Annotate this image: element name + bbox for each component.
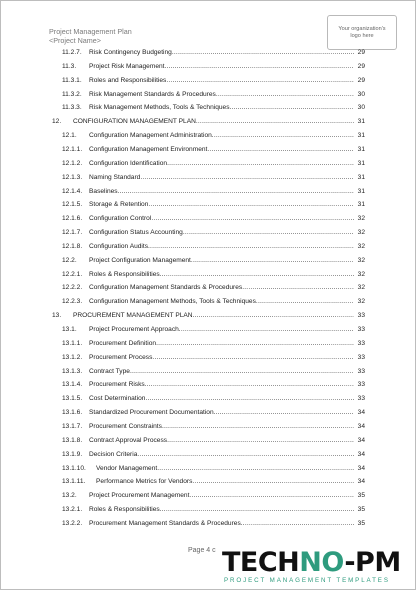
toc-entry-title-leader bbox=[89, 451, 354, 458]
toc-entry-page: 32 bbox=[357, 284, 365, 292]
toc-entry-page: 32 bbox=[357, 229, 365, 237]
toc-entry[interactable] bbox=[0, 49, 416, 61]
toc-entry[interactable] bbox=[0, 229, 416, 241]
toc-entry-title-leader bbox=[89, 409, 354, 416]
toc-entry-page: 35 bbox=[357, 519, 365, 527]
toc-entry-number: 12.1.7. bbox=[62, 229, 83, 237]
toc-entry-title: Contract Approval Process bbox=[89, 436, 168, 444]
toc-entry-title: Configuration Management Environment bbox=[89, 145, 208, 153]
toc-entry-number: 12.1.8. bbox=[62, 242, 83, 250]
toc-entry[interactable] bbox=[0, 395, 416, 407]
toc-entry-number: 13.1.6. bbox=[62, 409, 83, 417]
toc-dot-leader bbox=[193, 312, 354, 319]
toc-entry-number: 13.1.1. bbox=[62, 339, 83, 347]
toc-entry-title: Project Configuration Management bbox=[89, 256, 191, 264]
toc-entry-title: Configuration Management Administration bbox=[89, 132, 212, 140]
toc-entry-title: Procurement Risks bbox=[89, 381, 145, 389]
toc-dot-leader bbox=[207, 146, 354, 153]
toc-dot-leader bbox=[241, 520, 354, 527]
toc-entry[interactable] bbox=[0, 506, 416, 518]
toc-entry-page: 30 bbox=[357, 90, 365, 98]
toc-entry-title: Project Procurement Approach bbox=[89, 326, 179, 333]
toc-entry[interactable] bbox=[0, 118, 416, 130]
toc-entry[interactable] bbox=[0, 91, 416, 103]
toc-entry-title-leader bbox=[89, 271, 354, 278]
toc-entry-title: Roles & Responsibilities bbox=[89, 506, 160, 514]
toc-dot-leader bbox=[212, 132, 354, 139]
toc-entry-title: Roles & Responsibilities bbox=[89, 270, 160, 278]
toc-entry-number: 13.2.2. bbox=[62, 519, 83, 527]
toc-entry-page: 32 bbox=[357, 215, 365, 223]
toc-dot-leader bbox=[230, 104, 355, 111]
toc-entry[interactable] bbox=[0, 271, 416, 283]
toc-dot-leader bbox=[118, 188, 354, 195]
toc-entry-number: 13. bbox=[52, 312, 62, 320]
toc-entry[interactable] bbox=[0, 63, 416, 75]
toc-entry-title-leader bbox=[89, 423, 354, 430]
toc-entry-title-leader bbox=[89, 437, 354, 444]
toc-entry-number: 12.2.2. bbox=[62, 284, 83, 292]
toc-entry-page: 34 bbox=[357, 422, 365, 430]
toc-entry-number: 13.1.3. bbox=[62, 367, 83, 375]
toc-entry[interactable] bbox=[0, 298, 416, 310]
toc-dot-leader bbox=[160, 271, 354, 278]
toc-entry-title-leader bbox=[89, 77, 354, 84]
toc-entry-number: 12.1.1. bbox=[62, 145, 83, 153]
toc-dot-leader bbox=[192, 478, 354, 485]
toc-entry-page: 32 bbox=[357, 270, 365, 278]
toc-entry-title-leader bbox=[89, 340, 354, 347]
toc-dot-leader bbox=[152, 354, 354, 361]
toc-dot-leader bbox=[167, 160, 354, 167]
toc-entry-page: 33 bbox=[357, 312, 365, 320]
toc-entry-title-leader bbox=[89, 326, 354, 333]
toc-entry-title: Contract Type bbox=[89, 367, 130, 375]
toc-dot-leader bbox=[140, 174, 354, 181]
toc-entry[interactable] bbox=[0, 409, 416, 421]
toc-entry-number: 12.1.6. bbox=[62, 215, 83, 223]
toc-entry-title: Configuration Management Methods, Tools & Techniques bbox=[89, 298, 256, 306]
toc-entry-title: Configuration Identification bbox=[89, 159, 168, 167]
toc-entry-page: 34 bbox=[357, 436, 365, 444]
toc-entry[interactable] bbox=[0, 146, 416, 158]
toc-dot-leader bbox=[196, 118, 354, 125]
toc-entry[interactable] bbox=[0, 104, 416, 116]
toc-dot-leader bbox=[179, 326, 354, 333]
toc-entry[interactable] bbox=[0, 257, 416, 269]
toc-entry-page: 33 bbox=[357, 381, 365, 389]
toc-entry-number: 12. bbox=[52, 118, 62, 126]
toc-entry-title-leader bbox=[89, 506, 354, 513]
toc-entry-title: CONFIGURATION MANAGEMENT PLAN bbox=[73, 118, 196, 126]
toc-entry-number: 12.1.4. bbox=[62, 187, 83, 195]
toc-entry-page: 32 bbox=[357, 256, 365, 264]
toc-entry-page: 31 bbox=[357, 187, 365, 195]
toc-entry-number: 12.1.3. bbox=[62, 173, 83, 181]
header-project-name: <Project Name> bbox=[49, 36, 101, 45]
toc-dot-leader bbox=[191, 257, 354, 264]
toc-entry-title-leader bbox=[89, 284, 354, 291]
toc-entry-number: 13.1.11. bbox=[62, 478, 86, 486]
toc-entry-title-leader bbox=[89, 381, 354, 388]
toc-entry-number: 13.1.8. bbox=[62, 436, 83, 444]
toc-entry-number: 12.2. bbox=[62, 256, 77, 264]
toc-dot-leader bbox=[148, 201, 354, 208]
toc-dot-leader bbox=[242, 284, 354, 291]
toc-entry-number: 13.1.4. bbox=[62, 381, 83, 389]
toc-entry-number: 11.3.2. bbox=[62, 90, 82, 98]
toc-entry-title-leader bbox=[89, 215, 354, 222]
toc-entry-page: 31 bbox=[357, 159, 365, 167]
toc-entry-page: 34 bbox=[357, 478, 365, 486]
toc-entry-title: Project Procurement Management bbox=[89, 492, 190, 500]
toc-entry[interactable] bbox=[0, 132, 416, 144]
toc-entry-title-leader bbox=[89, 520, 354, 527]
toc-entry-title-leader bbox=[96, 465, 354, 472]
toc-dot-leader bbox=[214, 409, 354, 416]
toc-entry[interactable] bbox=[0, 465, 416, 477]
logo-placeholder-text: Your organization's logo here bbox=[338, 25, 386, 39]
toc-entry-title: PROCUREMENT MANAGEMENT PLAN bbox=[73, 312, 193, 320]
toc-entry[interactable] bbox=[0, 215, 416, 227]
toc-entry-title: Decision Criteria bbox=[89, 450, 138, 458]
toc-entry-title: Configuration Management Standards & Procedures bbox=[89, 284, 243, 292]
toc-entry[interactable] bbox=[0, 381, 416, 393]
toc-entry-title-leader bbox=[89, 91, 354, 98]
toc-entry-title-leader bbox=[73, 312, 354, 319]
toc-entry[interactable] bbox=[0, 284, 416, 296]
toc-entry-number: 13.1.10. bbox=[62, 464, 86, 472]
toc-entry-title: Baselines bbox=[89, 187, 118, 195]
toc-entry-page: 33 bbox=[357, 353, 365, 361]
toc-entry-title-leader bbox=[89, 354, 354, 361]
toc-entry-title: Risk Management Standards & Procedures bbox=[89, 90, 216, 98]
toc-entry-page: 34 bbox=[357, 464, 365, 472]
brand-word-b: NO bbox=[299, 547, 345, 578]
toc-entry-number: 13.1.9. bbox=[62, 450, 83, 458]
brand-word-a: TECH bbox=[222, 547, 300, 578]
toc-dot-leader bbox=[167, 437, 354, 444]
toc-entry-number: 13.1.5. bbox=[62, 395, 83, 403]
toc-entry-title: Standardized Procurement Documentation bbox=[89, 409, 214, 417]
toc-entry-number: 11.3.1. bbox=[62, 76, 82, 84]
toc-entry-title-leader bbox=[73, 118, 354, 125]
toc-entry-number: 13.2.1. bbox=[62, 506, 83, 514]
toc-dot-leader bbox=[145, 395, 354, 402]
toc-dot-leader bbox=[137, 451, 354, 458]
toc-entry-title-leader bbox=[89, 368, 354, 375]
toc-entry[interactable] bbox=[0, 520, 416, 532]
toc-dot-leader bbox=[162, 423, 354, 430]
toc-dot-leader bbox=[183, 229, 354, 236]
toc-entry-title-leader bbox=[89, 49, 354, 56]
toc-entry[interactable] bbox=[0, 243, 416, 255]
toc-entry-title-leader bbox=[89, 174, 354, 181]
toc-entry-page: 33 bbox=[357, 367, 365, 375]
toc-dot-leader bbox=[145, 381, 354, 388]
toc-entry-number: 11.3. bbox=[62, 62, 77, 70]
toc-entry-title: Roles and Responsibilities bbox=[89, 76, 167, 84]
toc-entry-title-leader bbox=[89, 395, 354, 402]
techno-pm-logo bbox=[222, 548, 412, 588]
brand-tagline: PROJECT MANAGEMENT TEMPLATES bbox=[224, 577, 390, 584]
toc-entry[interactable] bbox=[0, 77, 416, 89]
toc-entry-title: Naming Standard bbox=[89, 173, 141, 181]
brand-wordmark bbox=[222, 548, 401, 578]
toc-entry-page: 31 bbox=[357, 173, 365, 181]
toc-entry-page: 34 bbox=[357, 409, 365, 417]
toc-dot-leader bbox=[151, 215, 354, 222]
toc-entry[interactable] bbox=[0, 174, 416, 186]
toc-entry-title: Risk Management Methods, Tools & Techniques bbox=[89, 104, 230, 112]
toc-entry-number: 12.2.3. bbox=[62, 298, 83, 306]
header-title: Project Management Plan bbox=[49, 27, 132, 36]
toc-dot-leader bbox=[165, 63, 355, 70]
toc-entry-title: Vendor Management bbox=[96, 464, 158, 472]
toc-entry-title: Procurement Constraints bbox=[89, 422, 162, 430]
toc-entry-page: 34 bbox=[357, 450, 365, 458]
toc-dot-leader bbox=[156, 340, 354, 347]
toc-entry-title-leader bbox=[89, 146, 354, 153]
toc-entry-page: 30 bbox=[357, 104, 365, 112]
toc-entry-title-leader bbox=[89, 298, 354, 305]
toc-entry-title-leader bbox=[89, 188, 354, 195]
toc-entry[interactable] bbox=[0, 437, 416, 449]
toc-entry-title-leader bbox=[89, 132, 354, 139]
toc-entry[interactable] bbox=[0, 188, 416, 200]
toc-dot-leader bbox=[130, 368, 354, 375]
toc-entry-number: 13.2. bbox=[62, 492, 77, 500]
toc-dot-leader bbox=[256, 298, 354, 305]
toc-entry-number: 12.1.2. bbox=[62, 159, 83, 167]
toc-entry-title-leader bbox=[89, 104, 354, 111]
toc-entry-page: 31 bbox=[357, 132, 365, 140]
toc-entry-page: 31 bbox=[357, 201, 365, 209]
toc-entry-number: 12.1.5. bbox=[62, 201, 83, 209]
toc-entry[interactable] bbox=[0, 354, 416, 366]
toc-entry[interactable] bbox=[0, 326, 416, 338]
toc-entry-title-leader bbox=[89, 201, 354, 208]
toc-entry[interactable] bbox=[0, 312, 416, 324]
toc-entry-page: 33 bbox=[357, 339, 365, 347]
toc-entry-title: Procurement Management Standards & Procedures bbox=[89, 519, 241, 527]
toc-entry-title-leader bbox=[89, 492, 354, 499]
toc-entry-page: 31 bbox=[357, 118, 365, 126]
toc-entry-number: 12.1. bbox=[62, 132, 77, 140]
toc-entry-title-leader bbox=[89, 229, 354, 236]
toc-entry[interactable] bbox=[0, 492, 416, 504]
toc-entry-title-leader bbox=[89, 257, 354, 264]
toc-entry-page: 32 bbox=[357, 242, 365, 250]
toc-dot-leader bbox=[160, 506, 354, 513]
toc-entry[interactable] bbox=[0, 201, 416, 213]
toc-entry-number: 11.3.3. bbox=[62, 104, 82, 112]
toc-entry-title: Procurement Process bbox=[89, 353, 153, 361]
toc-entry-page: 35 bbox=[357, 506, 365, 514]
toc-entry-title: Configuration Status Accounting bbox=[89, 229, 183, 237]
toc-dot-leader bbox=[157, 465, 354, 472]
toc-entry-number: 12.2.1. bbox=[62, 270, 83, 278]
toc-entry[interactable] bbox=[0, 368, 416, 380]
toc-entry-title: Configuration Audits bbox=[89, 242, 149, 250]
brand-word-c: -PM bbox=[344, 547, 401, 578]
toc-entry-page: 29 bbox=[357, 76, 365, 84]
toc-entry-page: 29 bbox=[357, 49, 365, 56]
toc-entry-title: Risk Contingency Budgeting bbox=[89, 49, 172, 56]
toc-entry-page: 33 bbox=[357, 395, 365, 403]
toc-entry-title-leader bbox=[89, 243, 354, 250]
toc-entry-title-leader bbox=[96, 478, 354, 485]
toc-entry-title-leader bbox=[89, 63, 354, 70]
toc-entry-page: 32 bbox=[357, 298, 365, 306]
toc-entry-page: 35 bbox=[357, 492, 365, 500]
toc-dot-leader bbox=[189, 492, 354, 499]
toc-entry-page: 33 bbox=[357, 326, 365, 333]
toc-entry-title: Configuration Control bbox=[89, 215, 152, 223]
toc-entry[interactable] bbox=[0, 451, 416, 463]
toc-entry[interactable] bbox=[0, 160, 416, 172]
logo-placeholder bbox=[327, 15, 397, 50]
toc-dot-leader bbox=[166, 77, 354, 84]
page-number: Page 4 c bbox=[188, 547, 216, 554]
document-header bbox=[49, 27, 132, 45]
toc-entry-title: Storage & Retention bbox=[89, 201, 149, 209]
toc-entry-page: 29 bbox=[357, 62, 365, 70]
toc-entry[interactable] bbox=[0, 340, 416, 352]
toc-dot-leader bbox=[172, 49, 354, 56]
toc-entry-number: 13.1.7. bbox=[62, 422, 83, 430]
toc-entry-number: 13.1.2. bbox=[62, 353, 83, 361]
toc-entry-page: 31 bbox=[357, 145, 365, 153]
toc-entry-title: Cost Determination bbox=[89, 395, 146, 403]
toc-entry-number: 13.1. bbox=[62, 326, 77, 333]
toc-entry-number: 11.2.7. bbox=[62, 49, 82, 56]
toc-entry-title: Performance Metrics for Vendors bbox=[96, 478, 193, 486]
toc-entry-title: Procurement Definition bbox=[89, 339, 157, 347]
toc-entry[interactable] bbox=[0, 478, 416, 490]
toc-dot-leader bbox=[216, 91, 354, 98]
toc-dot-leader bbox=[148, 243, 354, 250]
toc-entry[interactable] bbox=[0, 423, 416, 435]
toc-entry-title-leader bbox=[89, 160, 354, 167]
toc-entry-title: Project Risk Management bbox=[89, 62, 165, 70]
